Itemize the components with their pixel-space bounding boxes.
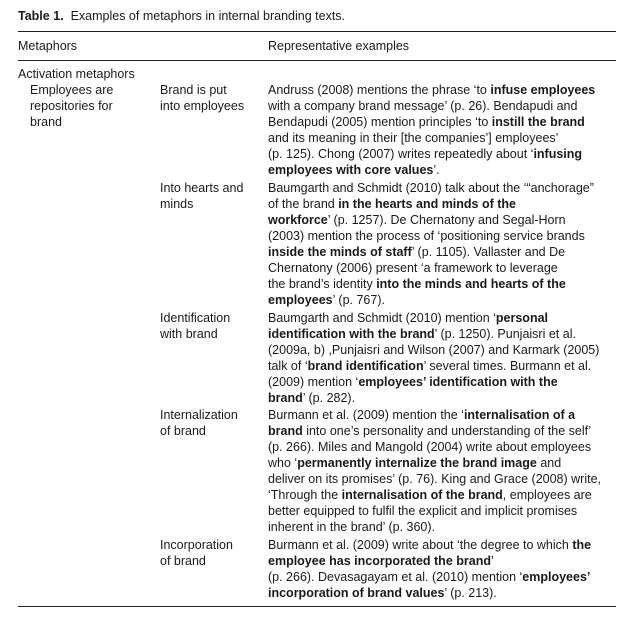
table-caption [18,8,345,24]
example-emphasis: in the hearts and minds of the [338,197,516,211]
example-line [268,585,618,601]
subcategory-line: minds [160,197,194,211]
header-representative-examples: Representative examples [268,39,410,53]
subcategory-identification-with-brand [160,310,260,342]
example-line [268,98,618,114]
example-line [268,537,618,553]
examples-identification-with-brand [268,310,618,406]
example-line [268,487,618,503]
example-emphasis: brand identification [307,359,424,373]
category-line: brand [30,115,62,129]
examples-into-hearts-and-minds [268,180,618,308]
example-text: Baumgarth and Schmidt (2010) talk about the ‘“anchorage” [268,181,594,195]
example-emphasis: the [572,538,592,552]
example-text: Burmann et al. (2009) mention the ‘ [268,408,464,422]
example-line [268,471,618,487]
example-text: (p. 266). Devasagayam et al. (2010) mention ‘ [268,570,523,584]
subcategory-line: Brand is put [160,83,227,97]
example-text: ’. [433,163,440,177]
example-text: Burmann et al. (2009) write about ‘the degree to which [268,538,573,552]
example-emphasis: permanently internalize the brand image [297,456,537,470]
category-line: repositories for [30,99,113,113]
example-emphasis: employees with core values [268,163,434,177]
top-rule [18,31,616,32]
example-line [268,212,618,228]
header-metaphors: Metaphors [18,39,78,53]
example-line [268,228,618,244]
header-rule [18,60,616,61]
example-text: Andruss (2008) mentions the phrase ‘to [268,83,491,97]
example-line [268,358,618,374]
example-text: talk of ‘ [268,359,308,373]
subcategory-into-hearts-and-minds [160,180,260,212]
subcategory-incorporation-of-brand [160,537,260,569]
example-emphasis: infusing [533,147,583,161]
example-line [268,569,618,585]
examples-brand-put-into-employees [268,82,618,178]
subcategory-line: into employees [160,99,245,113]
example-emphasis: inside the minds of staff [268,245,412,259]
example-text: ’ [490,554,494,568]
category-line: Employees are [30,83,114,97]
example-text: ’ several times. Burmann et al. [423,359,592,373]
subcategory-line: of brand [160,424,206,438]
subcategory-line: Identification [160,311,231,325]
example-emphasis: identification with the brand [268,327,435,341]
category-label [30,82,150,130]
example-line [268,374,618,390]
example-line [268,146,618,162]
subcategory-line: with brand [160,327,218,341]
example-emphasis: employees [268,293,333,307]
example-line [268,180,618,196]
example-text: into one’s personality and understanding of the self’ [302,424,592,438]
example-line [268,342,618,358]
subcategory-line: Incorporation [160,538,233,552]
example-emphasis: infuse employees [490,83,596,97]
example-line [268,310,618,326]
example-line [268,407,618,423]
example-emphasis: into the minds and hearts of the [376,277,566,291]
example-text: and [536,456,562,470]
example-text: ‘Through the [268,488,342,502]
table-caption-text: Examples of metaphors in internal branding texts. [70,9,346,23]
example-text: ’ (p. 213). [444,586,497,600]
example-line [268,503,618,519]
example-text: deliver on its promises’ (p. 76). King and Grace (2008) write, [268,472,602,486]
example-line [268,553,618,569]
example-line [268,162,618,178]
example-line [268,276,618,292]
example-text: better equipped to fulfil the explicit and implicit promises [268,504,578,518]
examples-incorporation-of-brand [268,537,618,601]
example-line [268,455,618,471]
table-caption-label: Table 1. [18,9,64,23]
examples-internalization-of-brand [268,407,618,535]
example-emphasis: internalisation of a [463,408,576,422]
example-emphasis: employees’ identification with the [358,375,558,389]
example-line [268,82,618,98]
example-line [268,423,618,439]
example-text: Bendapudi (2005) mention principles ‘to [268,115,492,129]
example-text: (2009a, b) ,Punjaisri and Wilson (2007) and Karmark (2005) [268,343,600,357]
example-line [268,326,618,342]
example-text: of the brand [268,197,339,211]
example-text: Baumgarth and Schmidt (2010) mention ‘ [268,311,496,325]
example-emphasis: incorporation of brand values [268,586,445,600]
example-text: ’ (p. 1257). De Chernatony and Segal-Horn [327,213,566,227]
example-text: ’ (p. 282). [302,391,356,405]
example-line [268,114,618,130]
example-line [268,439,618,455]
example-text: ’ (p. 1105). Vallaster and De [411,245,566,259]
group-title: Activation metaphors [18,67,135,81]
example-line [268,390,618,406]
example-text: , employees are [502,488,592,502]
subcategory-line: Into hearts and [160,181,244,195]
example-emphasis: employees’ [522,570,591,584]
example-line [268,260,618,276]
example-line [268,130,618,146]
example-text: ’ (p. 1250). Punjaisri et al. [434,327,576,341]
example-text: (2003) mention the process of ‘positioning service brands [268,229,585,243]
example-emphasis: employee has incorporated the brand [268,554,491,568]
example-text: who ‘ [268,456,298,470]
example-line [268,196,618,212]
example-line [268,244,618,260]
bottom-rule [18,606,616,607]
example-text: the brand’s identity [268,277,377,291]
example-emphasis: internalisation of the brand [341,488,503,502]
example-text: inherent in the brand’ (p. 360). [268,520,436,534]
example-text: with a company brand message’ (p. 26). Bendapudi and [268,99,578,113]
example-text: (p. 266). Miles and Mangold (2004) write about employees [268,440,592,454]
example-emphasis: brand [268,424,303,438]
example-emphasis: brand [268,391,303,405]
example-emphasis: workforce [268,213,328,227]
subcategory-internalization-of-brand [160,407,260,439]
example-line [268,519,618,535]
example-text: and its meaning in their [the companies’] employees’ [268,131,559,145]
example-emphasis: personal [495,311,549,325]
subcategory-line: of brand [160,554,206,568]
example-emphasis: instill the brand [491,115,585,129]
subcategory-line: Internalization [160,408,238,422]
example-text: ’ (p. 767). [332,293,385,307]
example-text: (p. 125). Chong (2007) writes repeatedly about ‘ [268,147,534,161]
example-text: Chernatony (2006) present ‘a framework to leverage [268,261,558,275]
example-line [268,292,618,308]
example-text: (2009) mention ‘ [268,375,359,389]
subcategory-brand-put-into-employees [160,82,260,114]
